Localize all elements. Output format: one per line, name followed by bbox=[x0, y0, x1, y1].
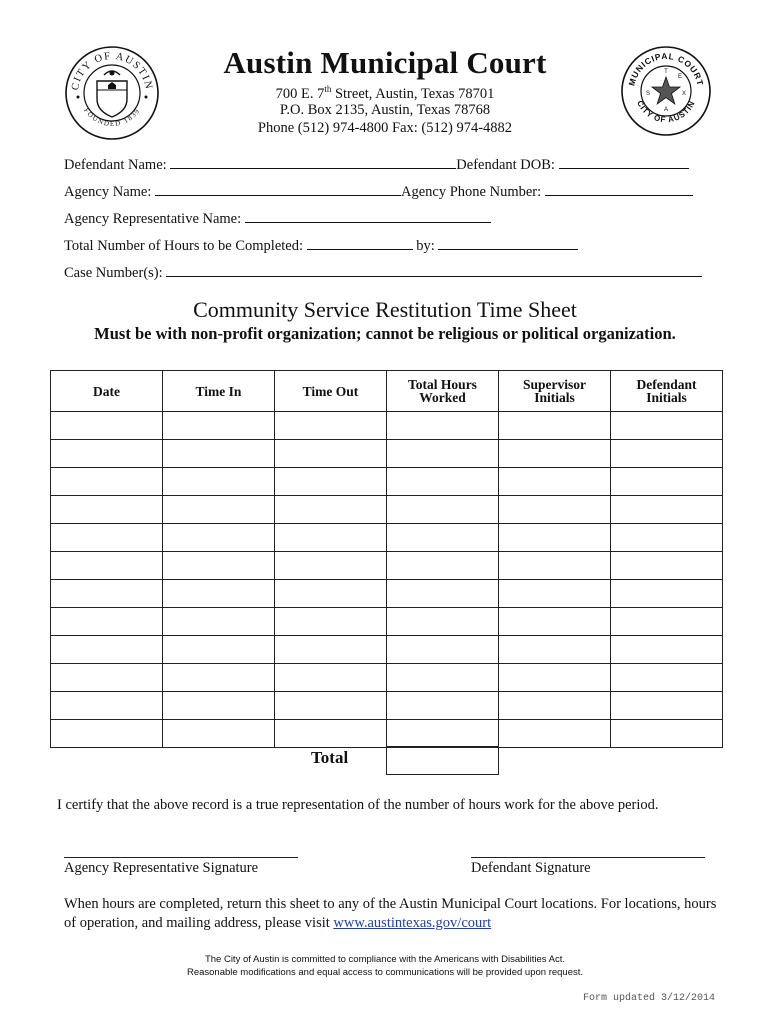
table-cell[interactable] bbox=[275, 636, 387, 664]
defendant-signature-label: Defendant Signature bbox=[471, 860, 591, 876]
table-body bbox=[51, 412, 723, 748]
table-cell[interactable] bbox=[51, 412, 163, 440]
table-cell[interactable] bbox=[611, 720, 723, 748]
certification-statement: I certify that the above record is a true representation of the number of hours work for the above period. bbox=[57, 797, 659, 813]
table-cell[interactable] bbox=[387, 664, 499, 692]
table-cell[interactable] bbox=[51, 440, 163, 468]
table-cell[interactable] bbox=[163, 608, 275, 636]
total-hours-label: Total Number of Hours to be Completed: bbox=[64, 238, 303, 254]
total-hours-field[interactable] bbox=[307, 236, 413, 250]
column-header-supervisor-initials: Supervisor Initials bbox=[499, 371, 611, 412]
case-numbers-row bbox=[64, 263, 702, 282]
table-cell[interactable] bbox=[611, 496, 723, 524]
table-cell[interactable] bbox=[499, 692, 611, 720]
table-row bbox=[51, 720, 723, 748]
column-header-date: Date bbox=[51, 371, 163, 412]
agency-phone-field[interactable] bbox=[545, 182, 693, 196]
defendant-name-field[interactable] bbox=[170, 155, 456, 169]
table-cell[interactable] bbox=[499, 720, 611, 748]
court-title: Austin Municipal Court bbox=[223, 45, 547, 80]
total-hours-cell[interactable] bbox=[386, 746, 499, 775]
return-instructions bbox=[64, 895, 724, 933]
agency-signature-line[interactable] bbox=[64, 857, 298, 858]
table-row bbox=[51, 468, 723, 496]
table-cell[interactable] bbox=[499, 524, 611, 552]
table-cell[interactable] bbox=[51, 496, 163, 524]
column-header-total-hours: Total Hours Worked bbox=[387, 371, 499, 412]
table-cell[interactable] bbox=[163, 664, 275, 692]
section-title: Community Service Restitution Time Sheet bbox=[193, 297, 577, 322]
table-header-row bbox=[51, 371, 723, 412]
table-cell[interactable] bbox=[611, 524, 723, 552]
table-cell[interactable] bbox=[387, 524, 499, 552]
column-header-time-out: Time Out bbox=[275, 371, 387, 412]
table-cell[interactable] bbox=[163, 692, 275, 720]
table-cell[interactable] bbox=[499, 468, 611, 496]
table-cell[interactable] bbox=[499, 580, 611, 608]
table-cell[interactable] bbox=[51, 552, 163, 580]
table-cell[interactable] bbox=[51, 580, 163, 608]
table-cell[interactable] bbox=[51, 692, 163, 720]
table-cell[interactable] bbox=[611, 440, 723, 468]
table-cell[interactable] bbox=[275, 524, 387, 552]
table-row bbox=[51, 664, 723, 692]
table-cell[interactable] bbox=[499, 664, 611, 692]
seal-bottom-text: FOUNDED 1839 bbox=[82, 106, 142, 129]
court-website-link[interactable]: www.austintexas.gov/court bbox=[333, 915, 492, 931]
agency-rep-field[interactable] bbox=[245, 209, 491, 223]
table-cell[interactable] bbox=[163, 580, 275, 608]
agency-name-row bbox=[64, 182, 693, 201]
total-hours-row bbox=[64, 236, 578, 255]
svg-text:S: S bbox=[645, 91, 651, 97]
table-row bbox=[51, 580, 723, 608]
table-cell[interactable] bbox=[499, 412, 611, 440]
table-cell[interactable] bbox=[499, 636, 611, 664]
table-cell[interactable] bbox=[499, 552, 611, 580]
agency-rep-row bbox=[64, 209, 491, 228]
table-cell[interactable] bbox=[387, 720, 499, 748]
table-cell[interactable] bbox=[51, 468, 163, 496]
table-cell[interactable] bbox=[163, 412, 275, 440]
defendant-dob-field[interactable] bbox=[559, 155, 689, 169]
table-cell[interactable] bbox=[51, 524, 163, 552]
table-cell[interactable] bbox=[163, 524, 275, 552]
court-phone-fax: Phone (512) 974-4800 Fax: (512) 974-4882 bbox=[257, 120, 513, 136]
table-cell[interactable] bbox=[275, 664, 387, 692]
table-cell[interactable] bbox=[387, 608, 499, 636]
svg-text:E: E bbox=[677, 74, 683, 80]
table-cell[interactable] bbox=[275, 580, 387, 608]
agency-name-field[interactable] bbox=[155, 182, 401, 196]
agency-signature-label: Agency Representative Signature bbox=[64, 860, 259, 876]
table-cell[interactable] bbox=[387, 580, 499, 608]
table-cell[interactable] bbox=[611, 636, 723, 664]
table-row bbox=[51, 524, 723, 552]
table-cell[interactable] bbox=[275, 692, 387, 720]
total-label: Total bbox=[311, 748, 349, 767]
section-note: Must be with non-profit organization; cannot be religious or political organization. bbox=[94, 324, 676, 343]
table-cell[interactable] bbox=[275, 468, 387, 496]
table-cell[interactable] bbox=[163, 636, 275, 664]
ada-line-2: Reasonable modifications and equal access to communications will be provided upon request. bbox=[186, 967, 584, 978]
table-cell[interactable] bbox=[51, 636, 163, 664]
table-row bbox=[51, 496, 723, 524]
column-header-time-in: Time In bbox=[163, 371, 275, 412]
table-cell[interactable] bbox=[163, 440, 275, 468]
table-row bbox=[51, 636, 723, 664]
table-row bbox=[51, 440, 723, 468]
ada-line-1: The City of Austin is committed to compliance with the Americans with Disabilities Act. bbox=[204, 954, 566, 965]
table-cell[interactable] bbox=[611, 608, 723, 636]
table-cell[interactable] bbox=[499, 608, 611, 636]
table-cell[interactable] bbox=[387, 496, 499, 524]
table-cell[interactable] bbox=[163, 496, 275, 524]
defendant-signature-line[interactable] bbox=[471, 857, 705, 858]
svg-text:T: T bbox=[664, 69, 668, 75]
seal-top-text: MUNICIPAL COURT bbox=[626, 50, 706, 87]
table-cell[interactable] bbox=[611, 664, 723, 692]
table-cell[interactable] bbox=[387, 636, 499, 664]
table-cell[interactable] bbox=[387, 412, 499, 440]
by-date-field[interactable] bbox=[438, 236, 578, 250]
column-header-defendant-initials: Defendant Initials bbox=[611, 371, 723, 412]
agency-rep-label: Agency Representative Name: bbox=[64, 211, 242, 227]
table-row bbox=[51, 552, 723, 580]
seal-top-text: CITY OF AUSTIN bbox=[69, 50, 155, 92]
case-numbers-label: Case Number(s): bbox=[64, 265, 163, 281]
seal-bottom-text: CITY OF AUSTIN bbox=[635, 99, 697, 125]
table-cell[interactable] bbox=[275, 412, 387, 440]
table-cell[interactable] bbox=[163, 552, 275, 580]
case-numbers-field[interactable] bbox=[166, 263, 702, 277]
return-instructions-text: When hours are completed, return this sheet to any of the Austin Municipal Court locations. For locations, hours of operation, and mailing address, please visit bbox=[64, 896, 717, 931]
table-row bbox=[51, 692, 723, 720]
defendant-name-label: Defendant Name: bbox=[64, 157, 167, 173]
time-log-table bbox=[50, 370, 723, 748]
table-cell[interactable] bbox=[611, 692, 723, 720]
table-cell[interactable] bbox=[275, 720, 387, 748]
table-cell[interactable] bbox=[275, 552, 387, 580]
svg-text:A: A bbox=[663, 107, 669, 113]
svg-text:X: X bbox=[681, 91, 687, 97]
defendant-name-row bbox=[64, 155, 689, 174]
form-updated-date: Form updated 3/12/2014 bbox=[582, 993, 715, 1004]
ada-notice bbox=[0, 953, 770, 979]
table-cell[interactable] bbox=[499, 496, 611, 524]
table-cell[interactable] bbox=[51, 608, 163, 636]
table-row bbox=[51, 608, 723, 636]
table-cell[interactable] bbox=[499, 440, 611, 468]
table-cell[interactable] bbox=[611, 580, 723, 608]
table-cell[interactable] bbox=[387, 692, 499, 720]
agency-name-label: Agency Name: bbox=[64, 184, 152, 200]
table-cell[interactable] bbox=[611, 468, 723, 496]
table-cell[interactable] bbox=[51, 664, 163, 692]
table-cell[interactable] bbox=[611, 552, 723, 580]
defendant-dob-label: Defendant DOB: bbox=[456, 157, 555, 173]
table-cell[interactable] bbox=[163, 720, 275, 748]
court-po-box: P.O. Box 2135, Austin, Texas 78768 bbox=[279, 102, 491, 118]
table-cell[interactable] bbox=[611, 412, 723, 440]
table-cell[interactable] bbox=[387, 552, 499, 580]
agency-phone-label: Agency Phone Number: bbox=[401, 184, 542, 200]
table-row bbox=[51, 412, 723, 440]
by-label: by: bbox=[416, 238, 435, 254]
table-cell[interactable] bbox=[275, 608, 387, 636]
court-street-address: 700 E. 7th Street, Austin, Texas 78701 bbox=[275, 84, 495, 102]
table-cell[interactable] bbox=[275, 440, 387, 468]
table-cell[interactable] bbox=[163, 468, 275, 496]
table-cell[interactable] bbox=[387, 468, 499, 496]
table-cell[interactable] bbox=[51, 720, 163, 748]
table-cell[interactable] bbox=[387, 440, 499, 468]
table-cell[interactable] bbox=[275, 496, 387, 524]
